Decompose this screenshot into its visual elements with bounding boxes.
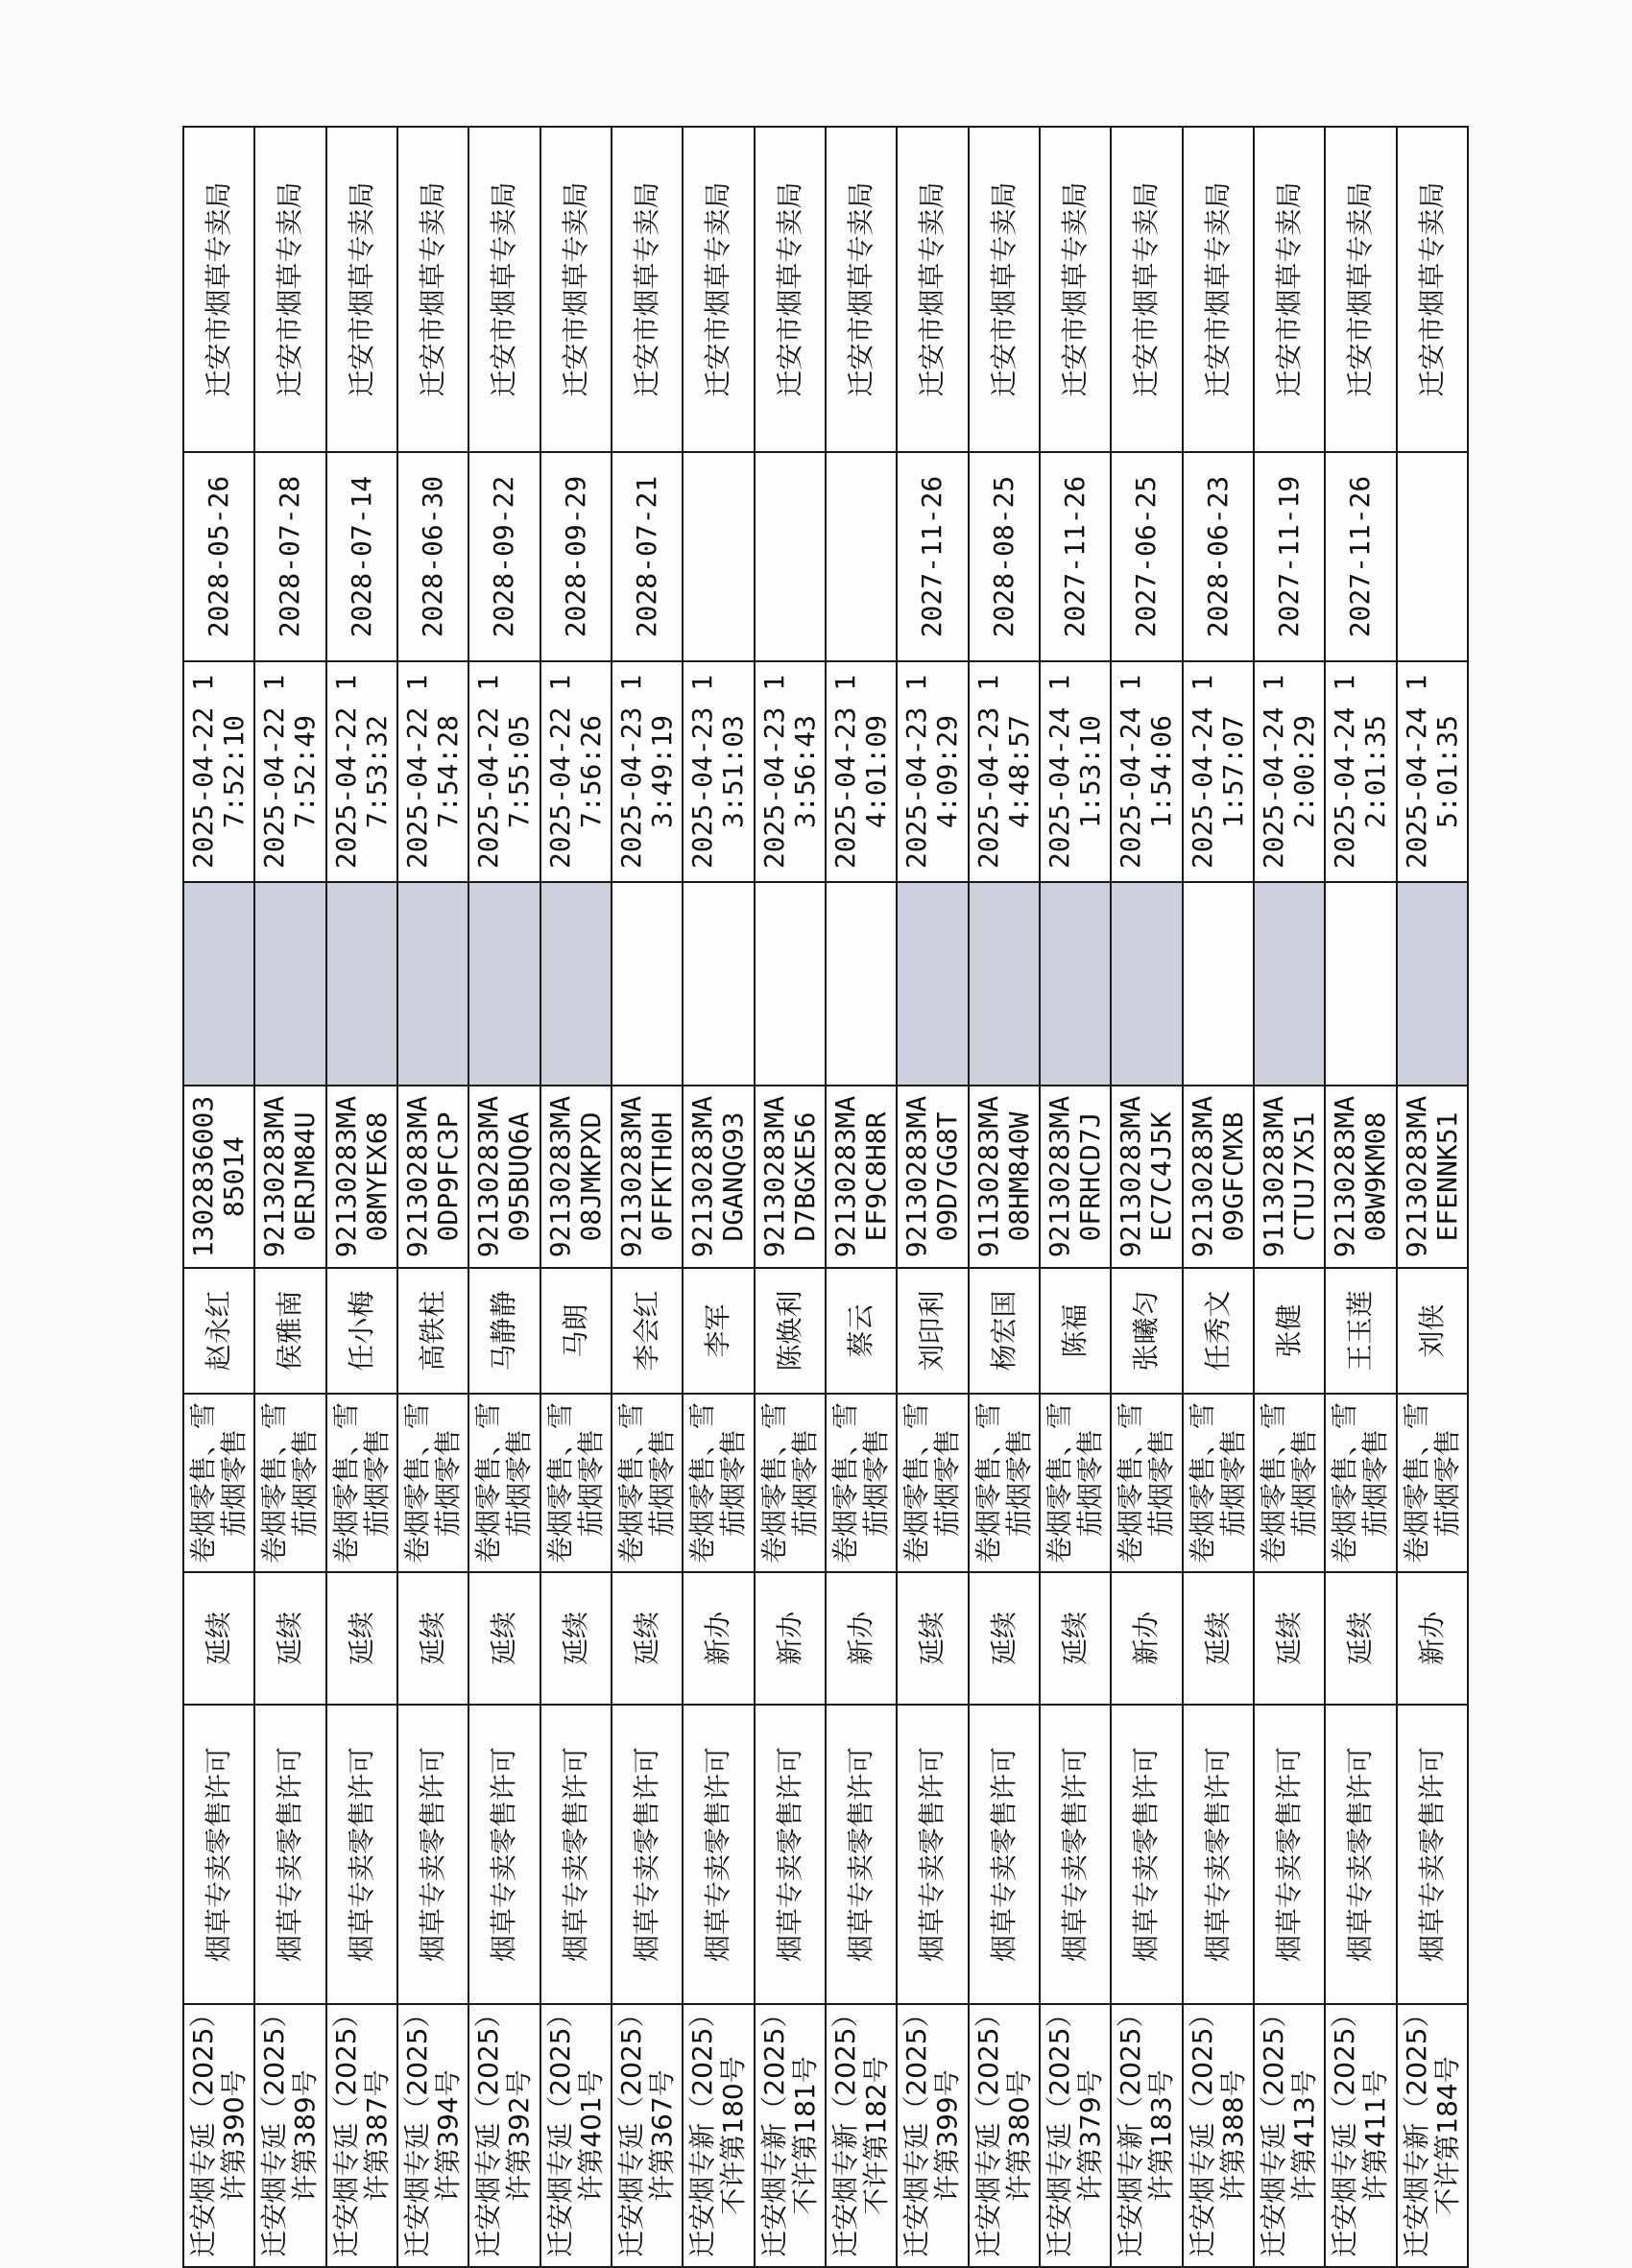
table-row [183, 127, 254, 2267]
expiry-date-cell: 2028-08-25 [969, 452, 1040, 661]
table-row [326, 127, 397, 2267]
table-row [683, 127, 754, 2267]
permit-name-cell: 烟草专卖零售许可 [397, 1705, 468, 2004]
permit-number-cell: 迁安烟专新（2025）不许第181号 [755, 2004, 826, 2267]
business-scope-cell: 卷烟零售、雪茄烟零售 [326, 1394, 397, 1572]
table-row [1254, 127, 1325, 2267]
business-scope-cell: 卷烟零售、雪茄烟零售 [755, 1394, 826, 1572]
permit-name-cell: 烟草专卖零售许可 [1325, 1705, 1396, 2004]
permit-number-cell: 迁安烟专延（2025）许第390号 [183, 2004, 254, 2267]
permit-name-cell: 烟草专卖零售许可 [683, 1705, 754, 2004]
table-row [755, 127, 826, 2267]
holder-name-cell: 张健 [1254, 1268, 1325, 1394]
business-scope-cell: 卷烟零售、雪茄烟零售 [897, 1394, 968, 1572]
blank-cell [683, 882, 754, 1086]
expiry-date-cell: 2027-11-26 [1040, 452, 1111, 661]
permit-type-cell: 新办 [755, 1572, 826, 1705]
table-row [254, 127, 325, 2267]
decision-time-cell: 2025-04-22 17:52:10 [183, 661, 254, 882]
expiry-date-cell: 2028-09-22 [468, 452, 540, 661]
business-scope-cell: 卷烟零售、雪茄烟零售 [826, 1394, 897, 1572]
holder-name-cell: 马朗 [540, 1268, 612, 1394]
business-scope-cell: 卷烟零售、雪茄烟零售 [969, 1394, 1040, 1572]
business-scope-cell: 卷烟零售、雪茄烟零售 [254, 1394, 325, 1572]
decision-time-cell: 2025-04-24 12:01:35 [1325, 661, 1396, 882]
holder-name-cell: 张曦匀 [1111, 1268, 1182, 1394]
permit-type-cell: 延续 [254, 1572, 325, 1705]
credit-code-cell: 92130283MA095BUQ6A [468, 1086, 540, 1268]
blank-cell [1111, 882, 1182, 1086]
expiry-date-cell [683, 452, 754, 661]
permit-number-cell: 迁安烟专延（2025）许第411号 [1325, 2004, 1396, 2267]
expiry-date-cell: 2027-11-19 [1254, 452, 1325, 661]
business-scope-cell: 卷烟零售、雪茄烟零售 [1183, 1394, 1254, 1572]
permit-number-cell: 迁安烟专延（2025）许第380号 [969, 2004, 1040, 2267]
issuing-authority-cell: 迁安市烟草专卖局 [183, 127, 254, 452]
decision-time-cell: 2025-04-23 13:56:43 [755, 661, 826, 882]
credit-code-cell: 92130283MA09D7GG8T [897, 1086, 968, 1268]
issuing-authority-cell: 迁安市烟草专卖局 [1183, 127, 1254, 452]
blank-cell [397, 882, 468, 1086]
credit-code-cell: 91130283MACTUJ7X51 [1254, 1086, 1325, 1268]
issuing-authority-cell: 迁安市烟草专卖局 [1040, 127, 1111, 452]
holder-name-cell: 刘侠 [1397, 1268, 1468, 1394]
holder-name-cell: 赵永红 [183, 1268, 254, 1394]
permit-number-cell: 迁安烟专新（2025）不许第180号 [683, 2004, 754, 2267]
permit-name-cell: 烟草专卖零售许可 [826, 1705, 897, 2004]
decision-time-cell: 2025-04-24 11:54:06 [1111, 661, 1182, 882]
issuing-authority-cell: 迁安市烟草专卖局 [1111, 127, 1182, 452]
issuing-authority-cell: 迁安市烟草专卖局 [897, 127, 968, 452]
issuing-authority-cell: 迁安市烟草专卖局 [540, 127, 612, 452]
decision-time-cell: 2025-04-23 14:09:29 [897, 661, 968, 882]
credit-code-cell: 92130283MA08JMKPXD [540, 1086, 612, 1268]
decision-time-cell: 2025-04-23 13:51:03 [683, 661, 754, 882]
permit-type-cell: 延续 [540, 1572, 612, 1705]
permit-name-cell: 烟草专卖零售许可 [183, 1705, 254, 2004]
issuing-authority-cell: 迁安市烟草专卖局 [826, 127, 897, 452]
expiry-date-cell: 2027-11-26 [1325, 452, 1396, 661]
permit-number-cell: 迁安烟专延（2025）许第367号 [612, 2004, 683, 2267]
credit-code-cell: 92130283MAEC7C4J5K [1111, 1086, 1182, 1268]
business-scope-cell: 卷烟零售、雪茄烟零售 [683, 1394, 754, 1572]
expiry-date-cell [826, 452, 897, 661]
business-scope-cell: 卷烟零售、雪茄烟零售 [468, 1394, 540, 1572]
permit-number-cell: 迁安烟专延（2025）许第387号 [326, 2004, 397, 2267]
permit-number-cell: 迁安烟专新（2025）不许第184号 [1397, 2004, 1468, 2267]
issuing-authority-cell: 迁安市烟草专卖局 [612, 127, 683, 452]
holder-name-cell: 陈福 [1040, 1268, 1111, 1394]
table-row [1325, 127, 1396, 2267]
permit-name-cell: 烟草专卖零售许可 [1183, 1705, 1254, 2004]
table-row [1040, 127, 1111, 2267]
permit-number-cell: 迁安烟专新（2025）许第183号 [1111, 2004, 1182, 2267]
issuing-authority-cell: 迁安市烟草专卖局 [1254, 127, 1325, 452]
decision-time-cell: 2025-04-22 17:52:49 [254, 661, 325, 882]
blank-cell [612, 882, 683, 1086]
business-scope-cell: 卷烟零售、雪茄烟零售 [612, 1394, 683, 1572]
permit-type-cell: 新办 [683, 1572, 754, 1705]
credit-code-cell: 92130283MAEFENNK51 [1397, 1086, 1468, 1268]
business-scope-cell: 卷烟零售、雪茄烟零售 [1397, 1394, 1468, 1572]
credit-code-cell: 92130283MA0DP9FC3P [397, 1086, 468, 1268]
issuing-authority-cell: 迁安市烟草专卖局 [254, 127, 325, 452]
holder-name-cell: 马静静 [468, 1268, 540, 1394]
expiry-date-cell: 2028-06-23 [1183, 452, 1254, 661]
holder-name-cell: 陈焕利 [755, 1268, 826, 1394]
decision-time-cell: 2025-04-24 11:57:07 [1183, 661, 1254, 882]
decision-time-cell: 2025-04-22 17:54:28 [397, 661, 468, 882]
permit-type-cell: 延续 [1254, 1572, 1325, 1705]
credit-code-cell: 92130283MA09GFCMXB [1183, 1086, 1254, 1268]
credit-code-cell: 92130283MA0FRHCD7J [1040, 1086, 1111, 1268]
permit-name-cell: 烟草专卖零售许可 [755, 1705, 826, 2004]
permit-table-sheet [182, 128, 1469, 2268]
permit-number-cell: 迁安烟专延（2025）许第392号 [468, 2004, 540, 2267]
expiry-date-cell: 2028-05-26 [183, 452, 254, 661]
permit-number-cell: 迁安烟专延（2025）许第394号 [397, 2004, 468, 2267]
expiry-date-cell: 2028-07-28 [254, 452, 325, 661]
expiry-date-cell: 2028-07-14 [326, 452, 397, 661]
permit-name-cell: 烟草专卖零售许可 [254, 1705, 325, 2004]
credit-code-cell: 92130283MA0FFKTH0H [612, 1086, 683, 1268]
permit-name-cell: 烟草专卖零售许可 [326, 1705, 397, 2004]
holder-name-cell: 高铁柱 [397, 1268, 468, 1394]
permit-name-cell: 烟草专卖零售许可 [1040, 1705, 1111, 2004]
holder-name-cell: 刘印利 [897, 1268, 968, 1394]
blank-cell [254, 882, 325, 1086]
blank-cell [1397, 882, 1468, 1086]
table-row [1183, 127, 1254, 2267]
holder-name-cell: 任秀文 [1183, 1268, 1254, 1394]
holder-name-cell: 杨宏国 [969, 1268, 1040, 1394]
table-row [1397, 127, 1468, 2267]
table-row [468, 127, 540, 2267]
table-row [540, 127, 612, 2267]
blank-cell [1325, 882, 1396, 1086]
permit-name-cell: 烟草专卖零售许可 [969, 1705, 1040, 2004]
permit-table [182, 126, 1469, 2268]
permit-number-cell: 迁安烟专延（2025）许第389号 [254, 2004, 325, 2267]
holder-name-cell: 任小梅 [326, 1268, 397, 1394]
credit-code-cell: 92130283MADGANQG93 [683, 1086, 754, 1268]
permit-type-cell: 延续 [397, 1572, 468, 1705]
decision-time-cell: 2025-04-24 11:53:10 [1040, 661, 1111, 882]
blank-cell [326, 882, 397, 1086]
table-row [397, 127, 468, 2267]
blank-cell [755, 882, 826, 1086]
permit-number-cell: 迁安烟专新（2025）不许第182号 [826, 2004, 897, 2267]
credit-code-cell: 92130283MA08MYEX68 [326, 1086, 397, 1268]
credit-code-cell: 92130283MA08W9KM08 [1325, 1086, 1396, 1268]
permit-type-cell: 延续 [612, 1572, 683, 1705]
blank-cell [897, 882, 968, 1086]
permit-table-body [183, 127, 1468, 2267]
permit-type-cell: 新办 [1397, 1572, 1468, 1705]
issuing-authority-cell: 迁安市烟草专卖局 [683, 127, 754, 452]
expiry-date-cell: 2027-06-25 [1111, 452, 1182, 661]
decision-time-cell: 2025-04-23 14:48:57 [969, 661, 1040, 882]
business-scope-cell: 卷烟零售、雪茄烟零售 [1040, 1394, 1111, 1572]
permit-type-cell: 延续 [1325, 1572, 1396, 1705]
credit-code-cell: 92130283MAD7BGXE56 [755, 1086, 826, 1268]
permit-number-cell: 迁安烟专延（2025）许第401号 [540, 2004, 612, 2267]
expiry-date-cell [1397, 452, 1468, 661]
holder-name-cell: 李军 [683, 1268, 754, 1394]
decision-time-cell: 2025-04-24 12:00:29 [1254, 661, 1325, 882]
blank-cell [183, 882, 254, 1086]
permit-name-cell: 烟草专卖零售许可 [468, 1705, 540, 2004]
credit-code-cell: 91130283MA08HM840W [969, 1086, 1040, 1268]
credit-code-cell: 130283600385014 [183, 1086, 254, 1268]
business-scope-cell: 卷烟零售、雪茄烟零售 [397, 1394, 468, 1572]
business-scope-cell: 卷烟零售、雪茄烟零售 [183, 1394, 254, 1572]
blank-cell [1040, 882, 1111, 1086]
decision-time-cell: 2025-04-24 15:01:35 [1397, 661, 1468, 882]
expiry-date-cell [755, 452, 826, 661]
permit-type-cell: 延续 [183, 1572, 254, 1705]
permit-type-cell: 新办 [826, 1572, 897, 1705]
permit-name-cell: 烟草专卖零售许可 [897, 1705, 968, 2004]
business-scope-cell: 卷烟零售、雪茄烟零售 [1254, 1394, 1325, 1572]
blank-cell [1183, 882, 1254, 1086]
permit-number-cell: 迁安烟专延（2025）许第388号 [1183, 2004, 1254, 2267]
issuing-authority-cell: 迁安市烟草专卖局 [755, 127, 826, 452]
blank-cell [540, 882, 612, 1086]
table-row [612, 127, 683, 2267]
blank-cell [468, 882, 540, 1086]
credit-code-cell: 92130283MA0ERJM84U [254, 1086, 325, 1268]
permit-number-cell: 迁安烟专延（2025）许第413号 [1254, 2004, 1325, 2267]
business-scope-cell: 卷烟零售、雪茄烟零售 [1325, 1394, 1396, 1572]
permit-name-cell: 烟草专卖零售许可 [1254, 1705, 1325, 2004]
permit-number-cell: 迁安烟专延（2025）许第379号 [1040, 2004, 1111, 2267]
issuing-authority-cell: 迁安市烟草专卖局 [969, 127, 1040, 452]
blank-cell [1254, 882, 1325, 1086]
decision-time-cell: 2025-04-23 13:49:19 [612, 661, 683, 882]
issuing-authority-cell: 迁安市烟草专卖局 [468, 127, 540, 452]
holder-name-cell: 王玉莲 [1325, 1268, 1396, 1394]
permit-type-cell: 延续 [468, 1572, 540, 1705]
decision-time-cell: 2025-04-22 17:55:05 [468, 661, 540, 882]
holder-name-cell: 李会红 [612, 1268, 683, 1394]
decision-time-cell: 2025-04-23 14:01:09 [826, 661, 897, 882]
credit-code-cell: 92130283MAEF9C8H8R [826, 1086, 897, 1268]
expiry-date-cell: 2027-11-26 [897, 452, 968, 661]
permit-name-cell: 烟草专卖零售许可 [612, 1705, 683, 2004]
permit-type-cell: 延续 [969, 1572, 1040, 1705]
permit-name-cell: 烟草专卖零售许可 [1397, 1705, 1468, 2004]
issuing-authority-cell: 迁安市烟草专卖局 [1325, 127, 1396, 452]
table-row [897, 127, 968, 2267]
table-row [969, 127, 1040, 2267]
permit-type-cell: 延续 [1183, 1572, 1254, 1705]
holder-name-cell: 蔡云 [826, 1268, 897, 1394]
expiry-date-cell: 2028-07-21 [612, 452, 683, 661]
expiry-date-cell: 2028-06-30 [397, 452, 468, 661]
permit-number-cell: 迁安烟专延（2025）许第399号 [897, 2004, 968, 2267]
expiry-date-cell: 2028-09-29 [540, 452, 612, 661]
decision-time-cell: 2025-04-22 17:53:32 [326, 661, 397, 882]
permit-name-cell: 烟草专卖零售许可 [540, 1705, 612, 2004]
permit-name-cell: 烟草专卖零售许可 [1111, 1705, 1182, 2004]
business-scope-cell: 卷烟零售、雪茄烟零售 [540, 1394, 612, 1572]
permit-type-cell: 延续 [897, 1572, 968, 1705]
table-row [1111, 127, 1182, 2267]
blank-cell [826, 882, 897, 1086]
issuing-authority-cell: 迁安市烟草专卖局 [397, 127, 468, 452]
table-row [826, 127, 897, 2267]
business-scope-cell: 卷烟零售、雪茄烟零售 [1111, 1394, 1182, 1572]
permit-type-cell: 新办 [1111, 1572, 1182, 1705]
issuing-authority-cell: 迁安市烟草专卖局 [1397, 127, 1468, 452]
issuing-authority-cell: 迁安市烟草专卖局 [326, 127, 397, 452]
permit-type-cell: 延续 [326, 1572, 397, 1705]
decision-time-cell: 2025-04-22 17:56:26 [540, 661, 612, 882]
permit-type-cell: 延续 [1040, 1572, 1111, 1705]
blank-cell [969, 882, 1040, 1086]
holder-name-cell: 侯雅南 [254, 1268, 325, 1394]
